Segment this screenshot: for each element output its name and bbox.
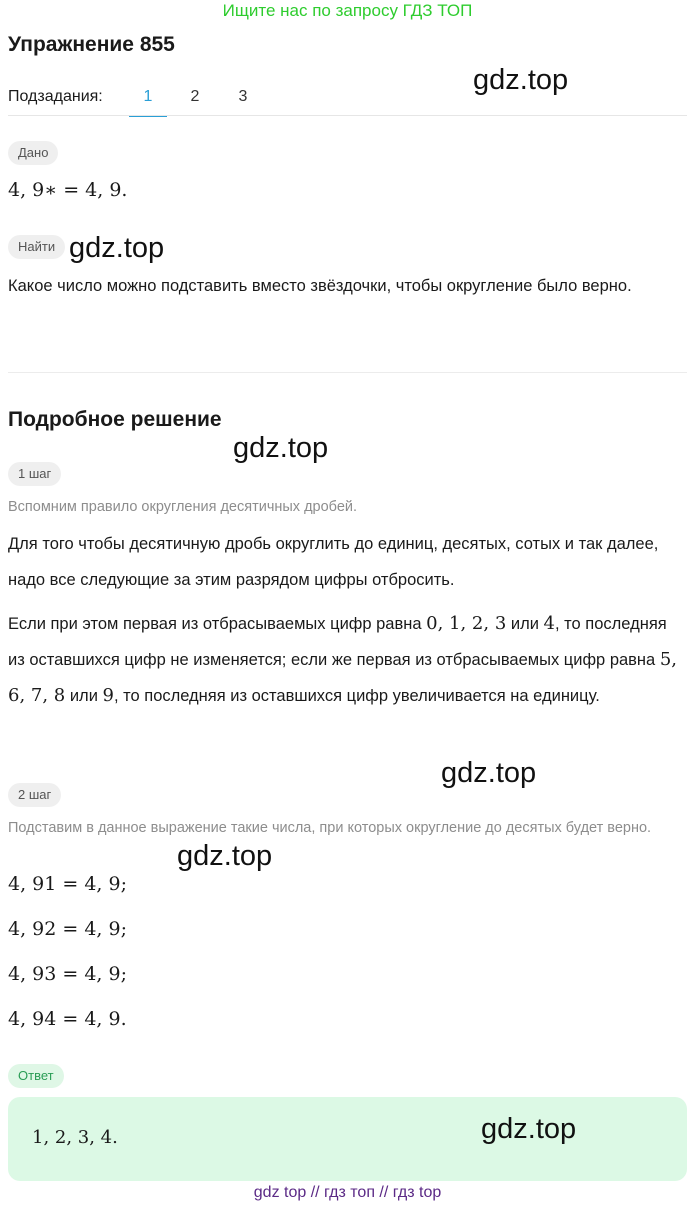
given-badge: Дано <box>8 141 58 165</box>
watermark: gdz.top <box>441 757 537 789</box>
step-2-badge: 2 шаг <box>8 783 61 807</box>
step-2-hint: Подставим в данное выражение такие числа, при которых округление до десятых будет верно. <box>8 820 652 836</box>
subtasks-bar <box>8 86 687 116</box>
step-1-badge: 1 шаг <box>8 462 61 486</box>
p2-text-b: , то последняя из оставшихся цифр не изменяется; если же первая из отбрасываемых цифр равна <box>8 615 667 669</box>
given-expression: 4, 9∗ = 4, 9. <box>8 179 128 201</box>
equation-1: 4, 91 = 4, 9; <box>8 873 128 895</box>
footer-links[interactable]: gdz top // гдз топ // гдз top <box>253 1184 442 1201</box>
step-1-hint: Вспомним правило округления десятичных дробей. <box>8 499 358 515</box>
equation-4: 4, 94 = 4, 9. <box>8 1008 127 1030</box>
p2-digit-nine: 9 <box>102 685 114 706</box>
p2-or-2: или <box>69 687 98 705</box>
answer-box <box>8 1097 687 1181</box>
equation-2: 4, 92 = 4, 9; <box>8 918 128 940</box>
step-1-paragraph-1: Для того чтобы десятичную дробь округлить до единиц, десятых, сотых и так далее, надо все следующие за этим разрядом цифры отбросить. <box>8 535 659 589</box>
p2-or-1: или <box>510 615 539 633</box>
tab-subtask-2[interactable]: 2 <box>190 88 200 105</box>
top-banner: Ищите нас по запросу ГДЗ ТОП <box>222 1 473 20</box>
find-badge: Найти <box>8 235 65 259</box>
tab-subtask-3[interactable]: 3 <box>238 88 248 105</box>
equation-3: 4, 93 = 4, 9; <box>8 963 128 985</box>
watermark: gdz.top <box>473 64 569 96</box>
p2-digits-high: 5, 6, 7, 8 <box>8 649 678 706</box>
solution-title: Подробное решение <box>8 408 222 431</box>
watermark: gdz.top <box>481 1113 577 1145</box>
answer-value: 1, 2, 3, 4. <box>32 1127 118 1148</box>
subtasks-label: Подзадания: <box>8 88 103 105</box>
p2-digit-four: 4 <box>543 613 555 634</box>
answer-badge: Ответ <box>8 1064 64 1088</box>
find-text: Какое число можно подставить вместо звёздочки, чтобы округление было верно. <box>8 277 632 295</box>
page-title: Упражнение 855 <box>8 33 175 56</box>
subtasks-divider <box>8 115 687 116</box>
step-1-paragraph-2 <box>8 606 678 714</box>
p2-text-a: Если при этом первая из отбрасываемых цифр равна <box>8 615 422 633</box>
watermark: gdz.top <box>69 232 165 264</box>
p2-text-c: , то последняя из оставшихся цифр увеличивается на единицу. <box>113 687 600 705</box>
p2-digits-low: 0, 1, 2, 3 <box>426 613 507 634</box>
section-divider <box>8 372 687 373</box>
tab-subtask-1[interactable]: 1 <box>130 88 166 106</box>
watermark: gdz.top <box>233 432 329 464</box>
watermark: gdz.top <box>177 840 273 872</box>
